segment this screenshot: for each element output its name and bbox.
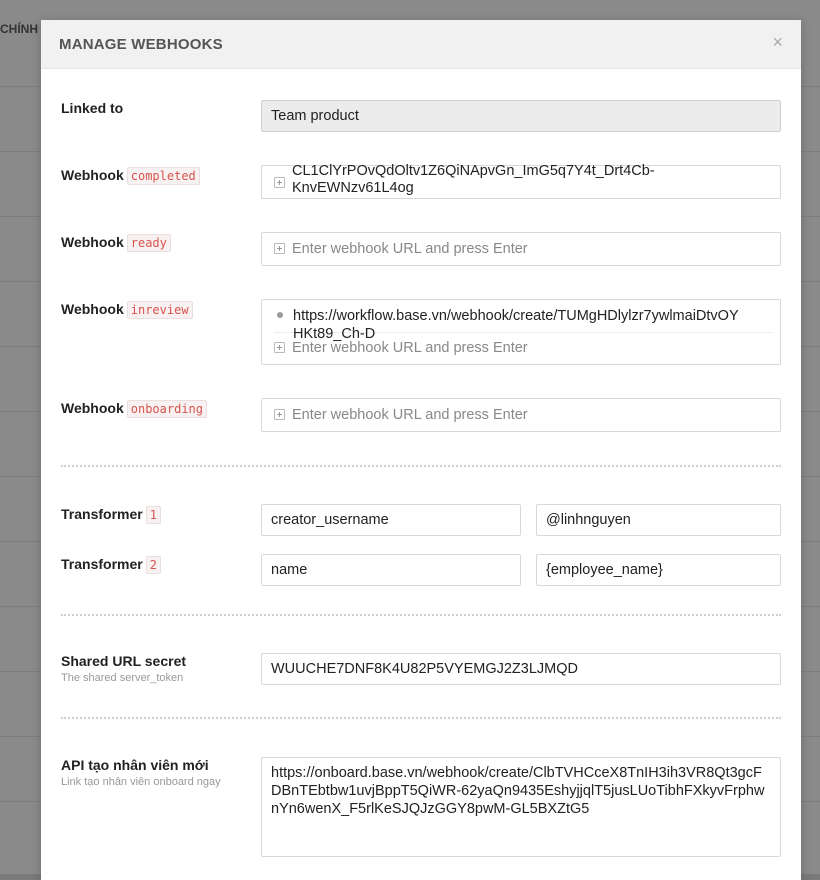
webhook-tag-completed: completed	[127, 167, 200, 185]
webhook-inreview-url-text: https://workflow.base.vn/webhook/create/TUMgHDlylzr7ywlmaiDtvOY	[293, 308, 739, 324]
webhook-inreview-add	[274, 340, 528, 356]
shared-secret-row	[61, 653, 781, 685]
shared-secret-sublabel: The shared server_token	[61, 672, 184, 684]
webhook-completed-entry-line2: KnvEWNzv61L4og	[292, 180, 414, 196]
transformer-value-2: {employee_name}	[546, 562, 663, 578]
transformer-index-1: 1	[146, 506, 161, 524]
webhook-tag-inreview: inreview	[127, 301, 193, 319]
transformer-index-2: 2	[146, 556, 161, 574]
modal-header	[41, 20, 801, 69]
shared-secret-input[interactable]	[261, 653, 781, 685]
shared-secret-label: Shared URL secret	[61, 653, 187, 669]
bullet-icon	[277, 312, 283, 318]
webhook-onboarding-add	[274, 407, 528, 423]
close-icon[interactable]: ×	[772, 32, 783, 52]
transformer-label-text: Transformer	[61, 506, 143, 522]
webhook-ready-row	[61, 232, 781, 266]
webhook-onboarding-placeholder: Enter webhook URL and press Enter	[292, 407, 528, 423]
shared-secret-value: WUUCHE7DNF8K4U82P5VYEMGJ2Z3LJMQD	[271, 661, 578, 677]
linked-to-label: Linked to	[61, 100, 124, 116]
webhook-tag-ready: ready	[127, 234, 171, 252]
transformer-label-text: Transformer	[61, 556, 143, 572]
webhook-inreview-label	[61, 301, 193, 319]
background-column-label: CHÍNH	[0, 22, 38, 36]
transformer-row-1	[61, 504, 781, 536]
webhook-onboarding-row	[61, 398, 781, 432]
webhook-label-text: Webhook	[61, 167, 124, 183]
webhook-inreview-url-line2: HKt89_Ch-D	[293, 326, 376, 342]
api-sublabel: Link tạo nhân viên onboard ngay	[61, 776, 221, 788]
webhook-tag-onboarding: onboarding	[127, 400, 207, 418]
transformer-row-2	[61, 554, 781, 586]
transformer-label-2	[61, 556, 161, 574]
linked-to-field	[261, 100, 781, 132]
webhook-inreview-placeholder: Enter webhook URL and press Enter	[292, 340, 528, 356]
webhook-label-text: Webhook	[61, 301, 124, 317]
webhook-label-text: Webhook	[61, 400, 124, 416]
transformer-value-input-1[interactable]	[536, 504, 781, 536]
webhook-completed-input[interactable]	[261, 165, 781, 199]
webhook-inreview-url-line1	[274, 307, 772, 325]
plus-icon[interactable]	[274, 409, 285, 420]
transformer-label-1	[61, 506, 161, 524]
webhook-inreview-input[interactable]	[261, 299, 781, 365]
api-url-textarea[interactable]	[261, 757, 781, 857]
linked-to-value: Team product	[271, 108, 359, 124]
plus-icon[interactable]	[274, 243, 285, 254]
webhook-onboarding-input[interactable]	[261, 398, 781, 432]
api-url-value: https://onboard.base.vn/webhook/create/ClbTVHCceX8TnIH3ih3VR8Qt3gcFDBnTEbtbw1uvjBppT5QiWR-62yaQn9435EshyjjqlT5jusLUoTibhFXkyvFrphwnYn6wenX_F5rlKeSJQJzGGY8pwM-GL5BXZtG5	[271, 765, 765, 817]
plus-icon[interactable]	[274, 177, 285, 188]
webhook-completed-entry	[292, 163, 655, 197]
webhook-ready-add	[274, 241, 528, 257]
section-divider	[61, 614, 781, 616]
webhook-completed-label	[61, 167, 200, 185]
webhook-ready-placeholder: Enter webhook URL and press Enter	[292, 241, 528, 257]
webhook-completed-row	[61, 165, 781, 199]
api-row	[61, 757, 781, 857]
linked-to-row	[61, 100, 781, 132]
api-label: API tạo nhân viên mới	[61, 757, 209, 773]
webhook-completed-entry-line1: CL1ClYrPOvQdOltv1Z6QiNApvGn_ImG5q7Y4t_Drt4Cb-	[292, 163, 655, 179]
transformer-key-1: creator_username	[271, 512, 389, 528]
transformer-key-input-2[interactable]	[261, 554, 521, 586]
modal-title: MANAGE WEBHOOKS	[59, 36, 223, 53]
transformer-value-1: @linhnguyen	[546, 512, 631, 528]
webhook-label-text: Webhook	[61, 234, 124, 250]
webhook-onboarding-label	[61, 400, 207, 418]
plus-icon[interactable]	[274, 342, 285, 353]
webhook-ready-label	[61, 234, 171, 252]
section-divider	[61, 465, 781, 467]
webhook-ready-input[interactable]	[261, 232, 781, 266]
manage-webhooks-modal	[41, 20, 801, 880]
transformer-value-input-2[interactable]	[536, 554, 781, 586]
webhook-inreview-row	[61, 299, 781, 365]
section-divider	[61, 717, 781, 719]
webhook-inreview-url-item[interactable]	[274, 307, 772, 342]
transformer-key-2: name	[271, 562, 308, 578]
transformer-key-input-1[interactable]	[261, 504, 521, 536]
